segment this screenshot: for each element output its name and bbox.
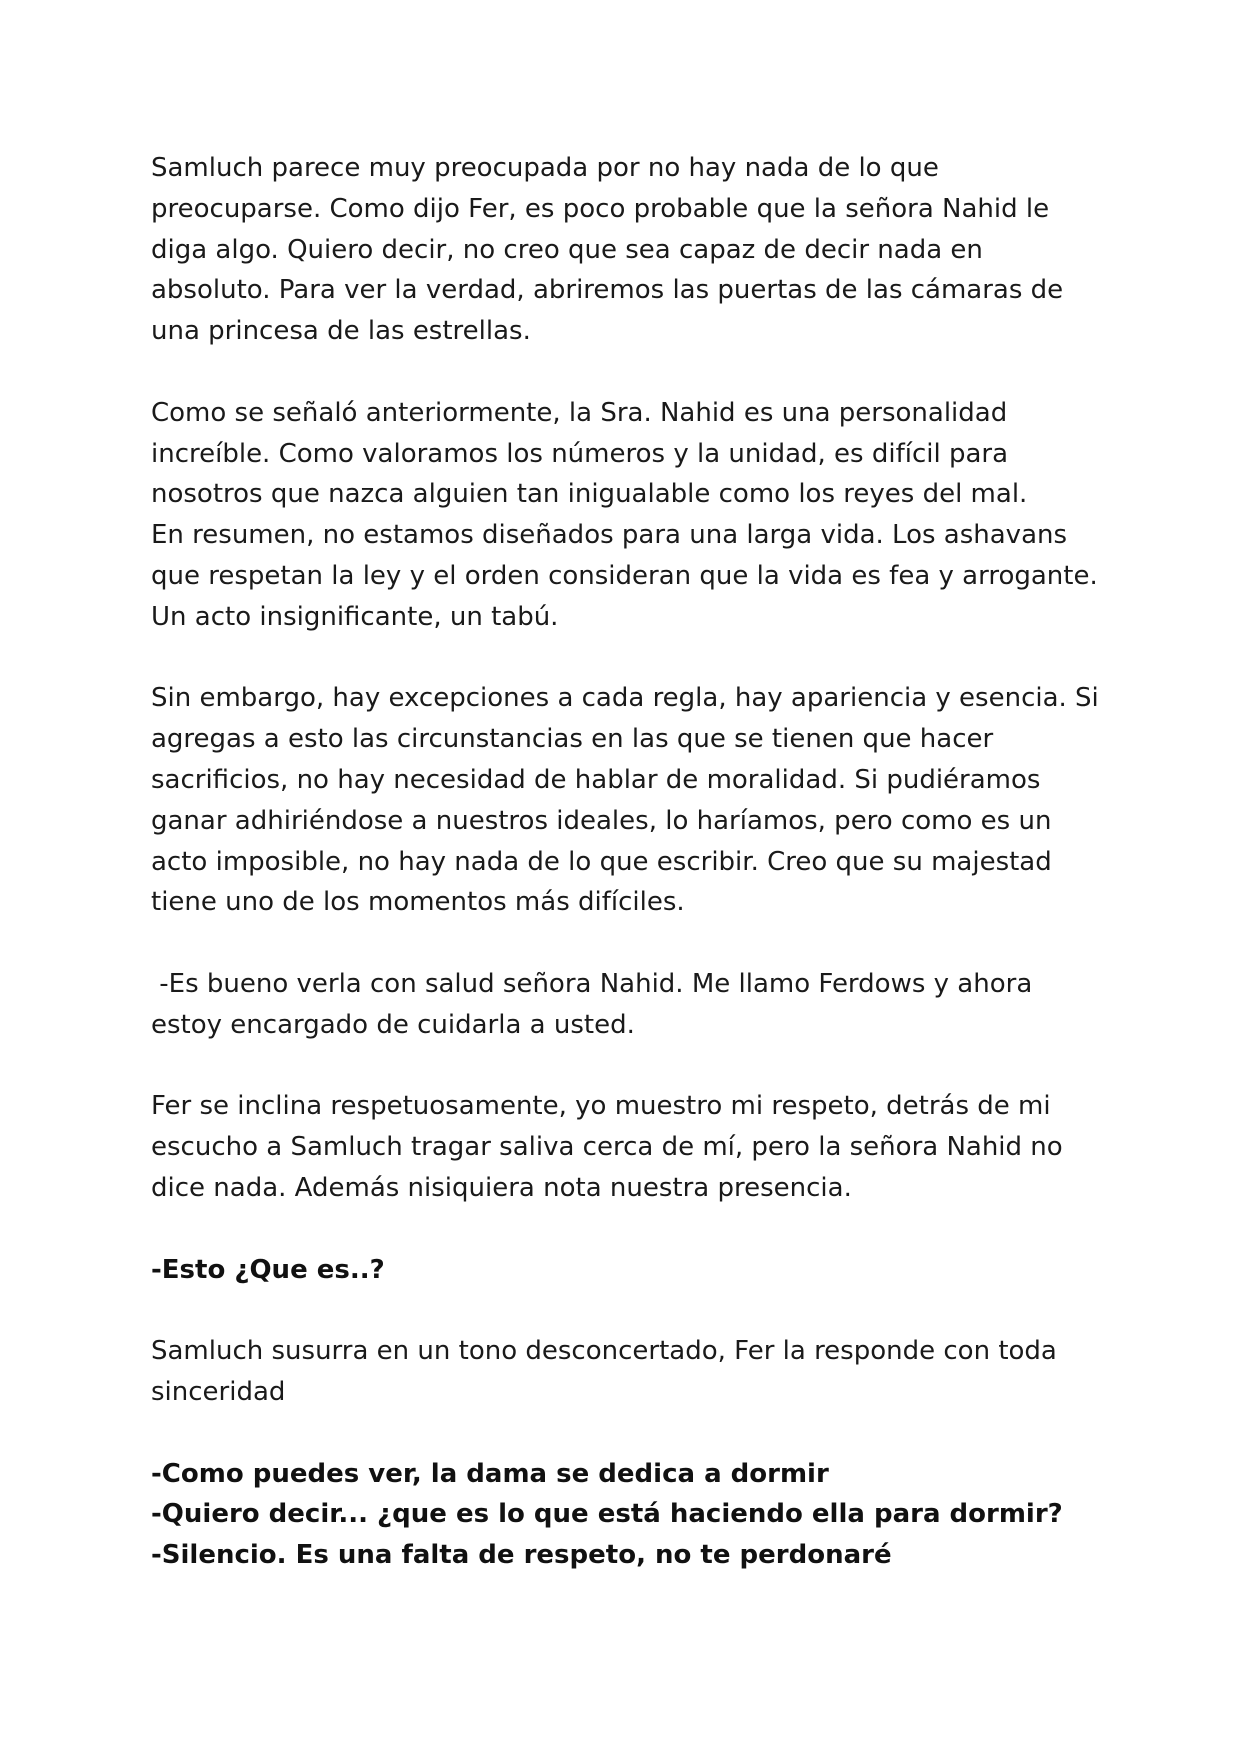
text-line: Samluch susurra en un tono desconcertado, Fer la responde con toda [151, 1336, 1057, 1367]
text-paragraph [151, 393, 1101, 638]
text-line: -Quiero decir... ¿que es lo que está haciendo ella para dormir? [151, 1499, 1063, 1530]
text-line: Un acto insignificante, un tabú. [151, 601, 559, 632]
text-line: nosotros que nazca alguien tan inigualable como los reyes del mal. [151, 479, 1028, 510]
text-line: tiene uno de los momentos más difíciles. [151, 887, 685, 918]
text-line: ganar adhiriéndose a nuestros ideales, lo haríamos, pero como es un [151, 805, 1052, 836]
text-line: que respetan la ley y el orden consideran que la vida es fea y arrogante. [151, 560, 1098, 591]
text-line: absoluto. Para ver la verdad, abriremos las puertas de las cámaras de [151, 275, 1064, 306]
text-line: dice nada. Además nisiquiera nota nuestra presencia. [151, 1172, 852, 1203]
text-line: Fer se inclina respetuosamente, yo muestro mi respeto, detrás de mi [151, 1091, 1051, 1122]
text-line: agregas a esto las circunstancias en las que se tienen que hacer [151, 724, 994, 755]
text-line: una princesa de las estrellas. [151, 316, 531, 347]
text-paragraph [151, 678, 1101, 923]
text-line: En resumen, no estamos diseñados para una larga vida. Los ashavans [151, 520, 1068, 551]
dialogue-paragraph [151, 1250, 1101, 1291]
text-line: Sin embargo, hay excepciones a cada regla, hay apariencia y esencia. Si [151, 683, 1099, 714]
document-body [151, 148, 1101, 1617]
text-line: Samluch parece muy preocupada por no hay nada de lo que [151, 153, 939, 183]
text-line: -Esto ¿Que es..? [151, 1254, 385, 1285]
text-line: -Es bueno verla con salud señora Nahid. Me llamo Ferdows y ahora [151, 968, 1033, 999]
text-paragraph [151, 148, 1101, 352]
text-paragraph [151, 1331, 1101, 1413]
dialogue-paragraph [151, 1454, 1101, 1576]
text-line: sinceridad [151, 1376, 286, 1407]
text-line: increíble. Como valoramos los números y la unidad, es difícil para [151, 438, 1009, 469]
text-line: estoy encargado de cuidarla a usted. [151, 1009, 635, 1040]
text-paragraph [151, 1086, 1101, 1208]
text-line: -Silencio. Es una falta de respeto, no te perdonaré [151, 1540, 892, 1571]
text-line: escucho a Samluch tragar saliva cerca de mí, pero la señora Nahid no [151, 1132, 1063, 1163]
text-line: -Como puedes ver, la dama se dedica a dormir [151, 1458, 829, 1489]
text-line: acto imposible, no hay nada de lo que escribir. Creo que su majestad [151, 846, 1052, 877]
text-line: Como se señaló anteriormente, la Sra. Nahid es una personalidad [151, 397, 1008, 428]
text-paragraph [151, 964, 1101, 1046]
text-line: preocuparse. Como dijo Fer, es poco probable que la señora Nahid le [151, 193, 1050, 224]
text-line: diga algo. Quiero decir, no creo que sea capaz de decir nada en [151, 234, 983, 265]
text-line: sacrificios, no hay necesidad de hablar de moralidad. Si pudiéramos [151, 764, 1041, 795]
